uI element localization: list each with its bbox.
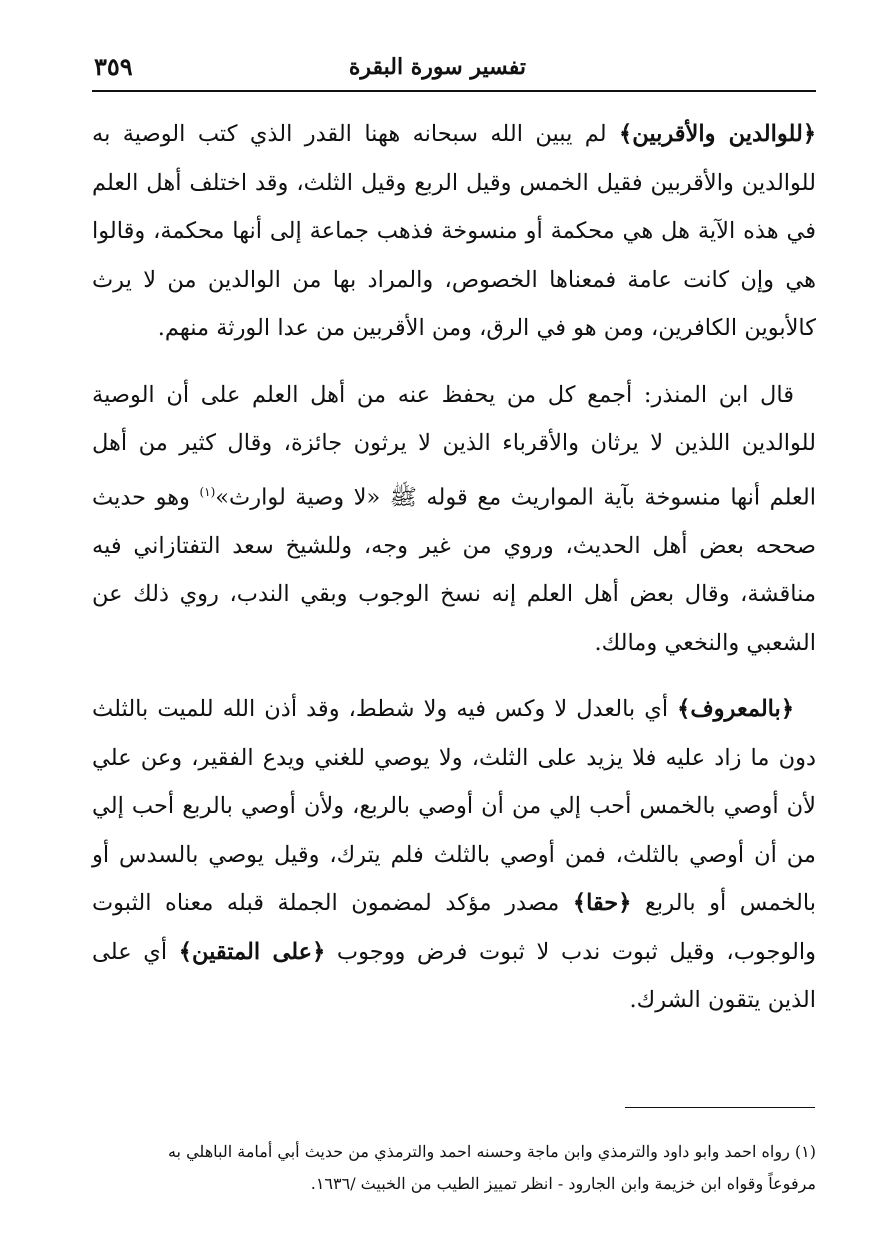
paragraph-text: أي على الذين يتقون الشرك.: [92, 938, 816, 1013]
paragraph-text: وهو حديث صححه بعض أهل الحديث، وروي من غير وجه، وللشيخ سعد التفتازاني فيه مناقشة، وقال بعض أهل العلم إنه نسخ الوجوب وبقي الندب، روي ذلك عن الشعبي والنخعي ومالك.: [92, 484, 816, 656]
paragraph-3: [92, 685, 816, 1025]
footnote-line: مرفوعاً وقواه ابن خزيمة وابن الجارود - انظر تمييز الطيب من الخبيث /١٦٣٦.: [310, 1174, 816, 1193]
footnote-line: (١) رواه احمد وابو داود والترمذي وابن ماجة وحسنه احمد والترمذي من حديث أبي أمامة الباهلي به: [167, 1142, 816, 1161]
quran-bracket-open: ﴿: [312, 938, 326, 965]
paragraph-text: قال ابن المنذر: أجمع كل من يحفظ عنه من أهل العلم على أن الوصية للوالدين اللذين لا يرثان والأقرباء الذين لا يرثون جائزة، وقال كثير من أهل العلم أنها منسوخة بآية المواريث مع قوله ﷺ «لا وصية لوارث»: [92, 381, 817, 510]
page-header: [92, 50, 816, 92]
quran-quote: على المتقين: [191, 938, 313, 965]
quran-bracket-close: ﴾: [572, 890, 587, 916]
quran-bracket-close: ﴾: [178, 938, 192, 965]
running-title: تفسير سورة البقرة: [348, 54, 526, 80]
quran-bracket-open: ﴿: [780, 696, 794, 722]
quran-quote: حقا: [586, 890, 619, 916]
paragraph-2: [92, 371, 816, 668]
page-number: ٣٥٩: [94, 52, 133, 81]
quran-quote: بالمعروف: [690, 696, 781, 722]
quran-bracket-open: ﴿: [802, 121, 816, 147]
paragraph-1: [92, 110, 816, 353]
quran-bracket-close: ﴾: [677, 696, 691, 722]
quran-bracket-open: ﴿: [618, 890, 632, 916]
footnote-divider: [625, 1107, 815, 1108]
paragraph-text: أي بالعدل لا وكس فيه ولا شطط، وقد أذن الله للميت بالثلث دون ما زاد عليه فلا يزيد على الثلث، ولا يوصي للغني ويدع الفقير، وعن علي لأن أوصي بالخمس أحب إلي من أن أوصي بالربع، ولأن أوصي بالربع أحب إلي من أن أوصي بالثلث، فمن أوصي بالثلث فلم يترك، وقيل يوصي بالسدس أو بالخمس أو بالربع: [92, 696, 816, 916]
quran-bracket-close: ﴾: [619, 121, 633, 147]
footnote-reference[interactable]: (١): [199, 484, 216, 499]
paragraph-text: لم يبين الله سبحانه ههنا القدر الذي كتب الوصية به للوالدين والأقربين فقيل الخمس وقيل الربع وقيل الثلث، وقد اختلف أهل العلم في هذه الآية هل هي محكمة أو منسوخة فذهب جماعة إلى أنها محكمة، وقالوا هي وإن كانت عامة فمعناها الخصوص، والمراد بها من الوالدين من لا يرث كالأبوين الكافرين، ومن هو في الرق، ومن الأقربين من عدا الورثة منهم.: [92, 121, 816, 341]
main-text: [92, 110, 816, 1043]
paragraph-text: مصدر مؤكد لمضمون الجملة قبله معناه الثبوت والوجوب، وقيل ثبوت ندب لا ثبوت فرض ووجوب: [92, 890, 817, 965]
quran-quote: للوالدين والأقربين: [632, 121, 803, 147]
footnotes: [92, 1136, 816, 1200]
